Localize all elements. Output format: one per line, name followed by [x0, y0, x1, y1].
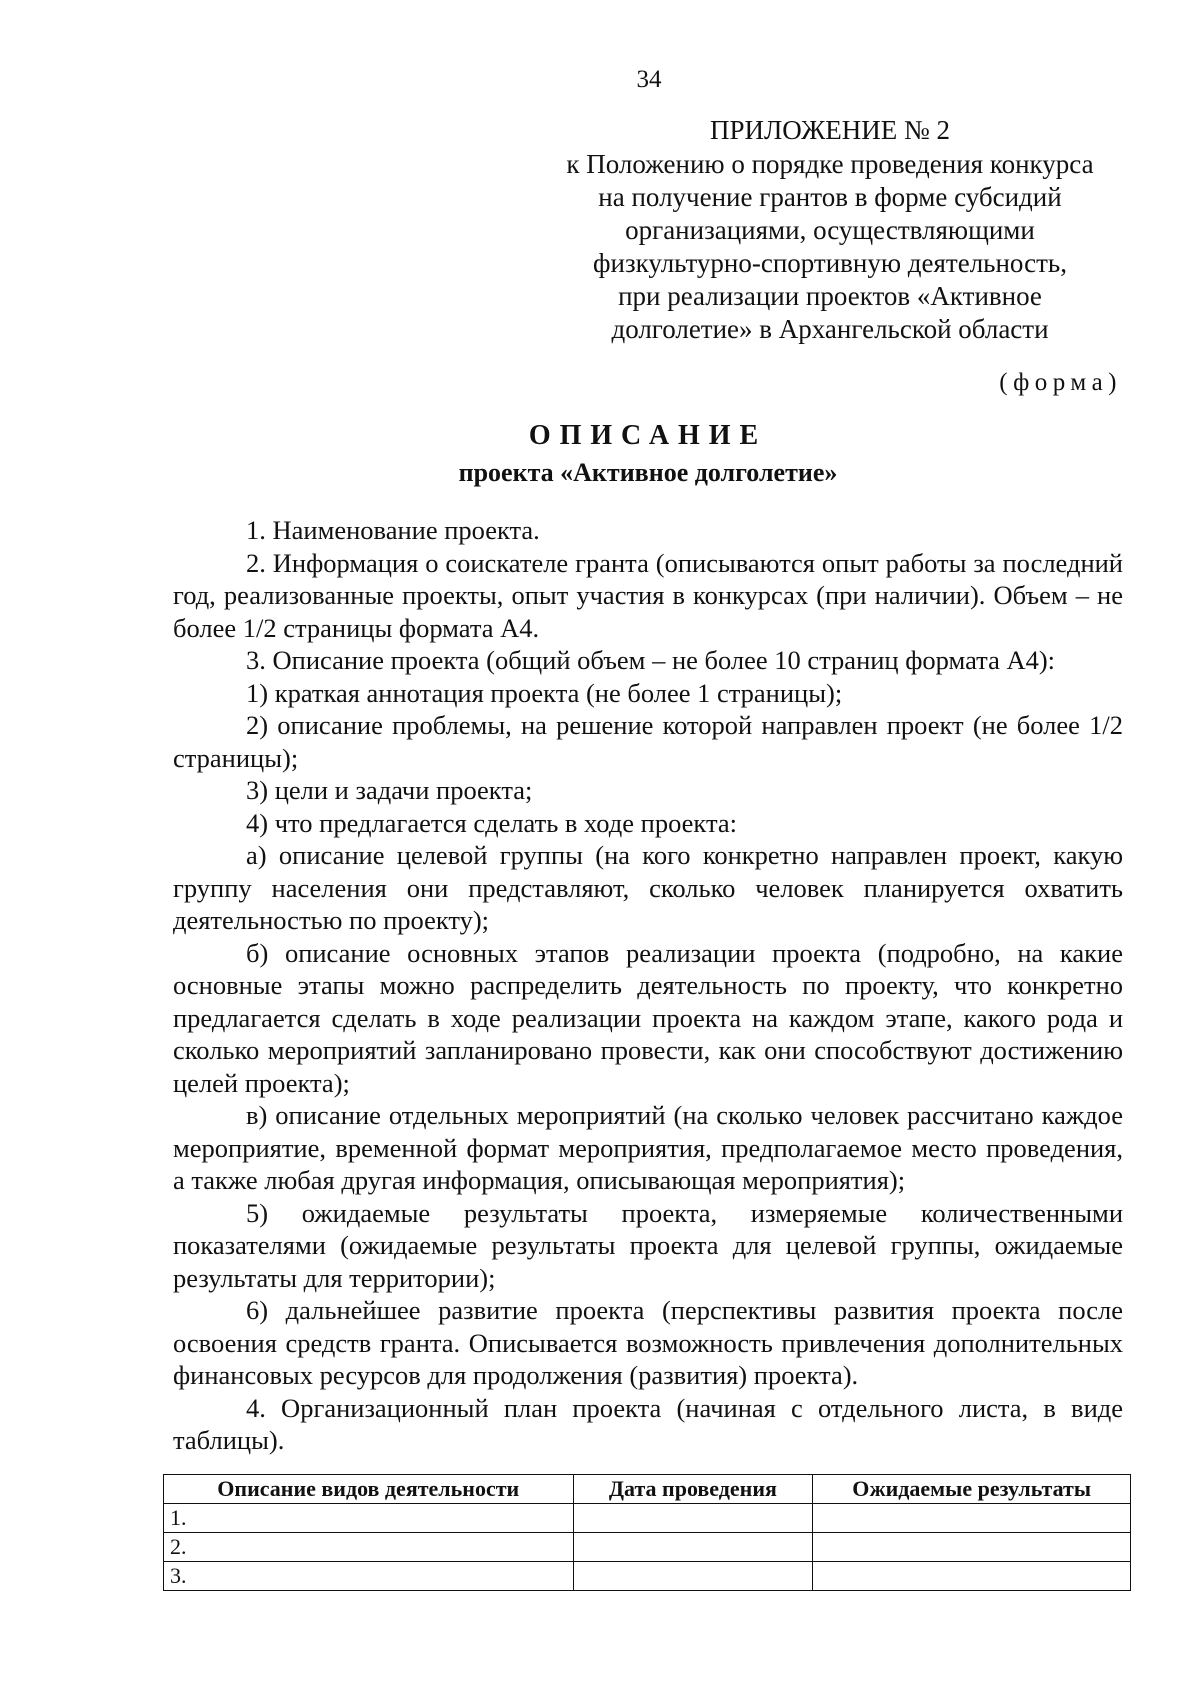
- page-number: 34: [636, 66, 662, 93]
- paragraph: 1. Наименование проекта.: [246, 515, 540, 545]
- table-cell: 1.: [164, 1504, 574, 1533]
- appendix-line: на получение грантов в форме субсидий: [598, 182, 1062, 212]
- document-subtitle: проекта «Активное долголетие»: [458, 458, 838, 487]
- paragraph: 3. Описание проекта (общий объем – не более 10 страниц формата А4):: [246, 645, 1056, 675]
- table-row: [164, 1504, 1131, 1533]
- appendix-title: ПРИЛОЖЕНИЕ № 2: [709, 115, 951, 145]
- organizational-plan-table: [163, 1474, 1131, 1591]
- form-note: (форма): [999, 369, 1122, 396]
- column-header-results: Ожидаемые результаты: [813, 1475, 1131, 1504]
- paragraph: в) описание отдельных мероприятий (на сколько человек рассчитано каждое мероприятие, временной формат мероприятия, предполагаемое место проведения, а также любая другая информация, описывающая мероприятия);: [173, 1100, 1123, 1195]
- paragraph: 1) краткая аннотация проекта (не более 1 страницы);: [246, 677, 843, 708]
- paragraph: 5) ожидаемые результаты проекта, измеряемые количественными показателями (ожидаемые результаты проекта для целевой группы, ожидаемые результаты для территории);: [173, 1197, 1123, 1293]
- appendix-line: при реализации проектов «Активное: [618, 281, 1042, 311]
- column-header-date: Дата проведения: [573, 1475, 813, 1504]
- appendix-line: долголетие» в Архангельской области: [611, 314, 1049, 344]
- table-cell: [813, 1504, 1131, 1533]
- table-cell: [573, 1562, 813, 1591]
- table-header-row: [164, 1475, 1131, 1504]
- appendix-header: [540, 114, 1120, 346]
- body-text: [173, 514, 1123, 1457]
- table-cell: [813, 1533, 1131, 1562]
- appendix-line: физкультурно-спортивную деятельность,: [593, 248, 1067, 278]
- table-cell: 3.: [164, 1562, 574, 1591]
- table-cell: [813, 1562, 1131, 1591]
- paragraph: 6) дальнейшее развитие проекта (перспективы развития проекта после освоения средств гранта. Описывается возможность привлечения дополнительных финансовых ресурсов для продолжения (развития) проекта).: [173, 1295, 1123, 1390]
- column-header-activities: Описание видов деятельности: [164, 1475, 574, 1504]
- paragraph: 4) что предлагается сделать в ходе проекта:: [246, 807, 737, 838]
- table-row: [164, 1533, 1131, 1562]
- table-cell: 2.: [164, 1533, 574, 1562]
- appendix-line: организациями, осуществляющими: [625, 215, 1035, 245]
- paragraph: 3) цели и задачи проекта;: [246, 775, 533, 805]
- paragraph: 4. Организационный план проекта (начиная с отдельного листа, в виде таблицы).: [173, 1392, 1123, 1455]
- paragraph: б) описание основных этапов реализации проекта (подробно, на какие основные этапы можно распределить деятельность по проекту, что конкретно предлагается сделать в ходе реализации проекта на каждом этапе, какого рода и сколько мероприятий запланировано провести, как они способствуют достижению целей проекта);: [173, 937, 1123, 1098]
- paragraph: а) описание целевой группы (на кого конкретно направлен проект, какую группу населения они представляют, сколько человек планируется охватить деятельностью по проекту);: [173, 840, 1123, 935]
- table-row: [164, 1562, 1131, 1591]
- table-cell: [573, 1533, 813, 1562]
- appendix-line: к Положению о порядке проведения конкурса: [566, 149, 1094, 179]
- table-cell: [573, 1504, 813, 1533]
- paragraph: 2. Информация о соискателе гранта (описываются опыт работы за последний год, реализованные проекты, опыт участия в конкурсах (при наличии). Объем – не более 1/2 страницы формата А4.: [173, 547, 1123, 643]
- paragraph: 2) описание проблемы, на решение которой направлен проект (не более 1/2 страницы);: [173, 710, 1123, 773]
- document-title: ОПИСАНИЕ: [528, 420, 768, 451]
